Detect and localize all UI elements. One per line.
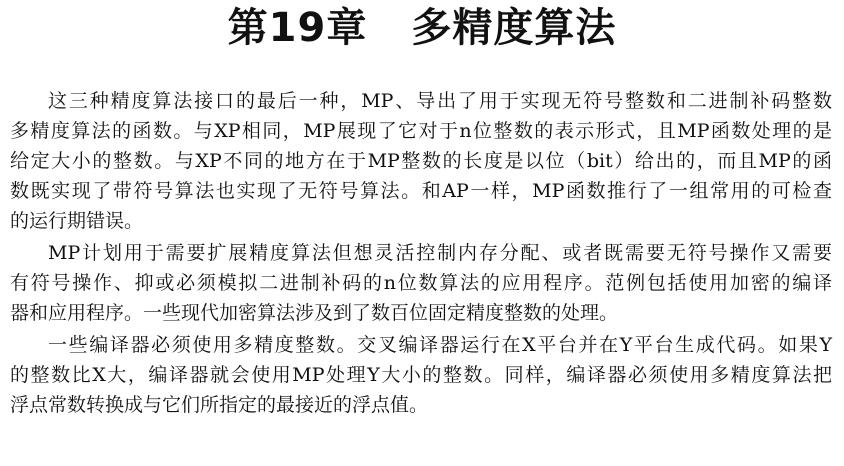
paragraph-1-line-5: 的运行期错误。 [10,210,144,232]
paragraph-2-line-1: MP计划用于需要扩展精度算法但想灵活控制内存分配、或者既需要无符号操作又需要 [48,242,832,264]
paragraph-1-line-2: 多精度算法的函数。与XP相同，MP展现了它对于n位整数的表示形式，且MP函数处理的是 [10,120,832,142]
chapter-name: 多精度算法 [411,5,617,51]
chapter-title [0,2,844,54]
paragraph-3-line-2: 的整数比X大，编译器就会使用MP处理Y大小的整数。同样，编译器必须使用多精度算法把 [10,364,832,386]
paragraph-1-line-1: 这三种精度算法接口的最后一种，MP、导出了用于实现无符号整数和二进制补码整数 [48,90,832,112]
paragraph-3-line-3: 浮点常数转换成与它们所指定的最接近的浮点值。 [10,394,429,416]
paragraph-2-line-3: 器和应用程序。一些现代加密算法涉及到了数百位固定精度整数的处理。 [10,302,619,324]
chapter-number: 第19章 [227,5,368,51]
paragraph-3-line-1: 一些编译器必须使用多精度整数。交叉编译器运行在X平台并在Y平台生成代码。如果Y [48,334,832,356]
paragraph-1-line-4: 数既实现了带符号算法也实现了无符号算法。和AP一样，MP函数推行了一组常用的可检查 [10,180,832,202]
paragraph-1-line-3: 给定大小的整数。与XP不同的地方在于MP整数的长度是以位（bit）给出的，而且MP的函 [10,150,832,172]
paragraph-2-line-2: 有符号操作、抑或必须模拟二进制补码的n位数算法的应用程序。范例包括使用加密的编译 [10,272,832,294]
